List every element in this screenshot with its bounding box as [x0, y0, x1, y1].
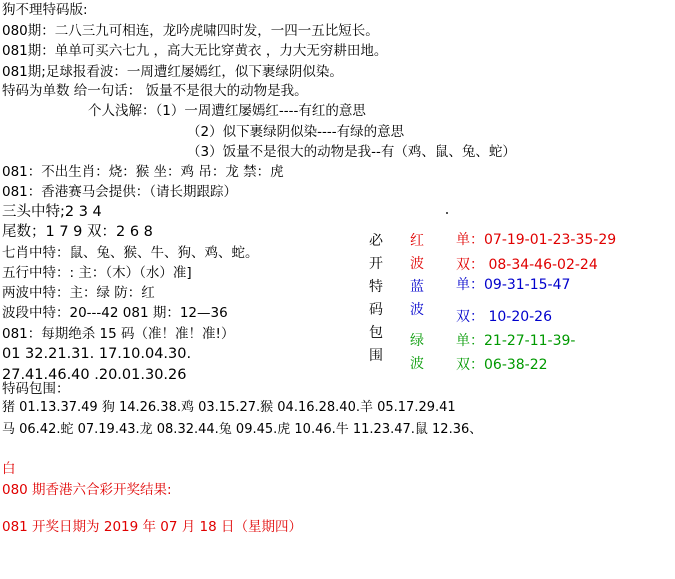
bagua-char-4: 码	[369, 302, 383, 318]
prediction-line-9: 081：每期绝杀 15 码（准！准！准!）	[2, 326, 235, 342]
result-081: 081 开奖日期为 2019 年 07 月 18 日（星期四）	[2, 519, 303, 535]
riddle-line-2: 个人浅解：（1）一周遭红屡嫣红----有红的意思	[88, 103, 366, 119]
zodiac-title: 特码包围：	[2, 381, 70, 397]
green-dan-numbers: 单：21-27-11-39-	[456, 333, 576, 349]
bagua-char-6: 围	[369, 348, 383, 364]
riddle-line-1: 特码为单数 给一句话： 饭量不是很大的动物是我。	[2, 83, 308, 99]
prediction-line-8: 波段中特：20---42 081 期：12—36	[2, 305, 228, 321]
red-dan-numbers: 单：07-19-01-23-35-29	[456, 232, 617, 248]
wave-char: 波	[410, 302, 424, 318]
blue-char: 蓝	[410, 279, 424, 295]
prediction-line-5: 七肖中特：鼠、兔、猴、牛、狗、鸡、蛇。	[2, 245, 259, 261]
bagua-char-1: 必	[369, 233, 383, 249]
bagua-char-5: 包	[369, 325, 383, 341]
green-wave-label	[410, 330, 424, 376]
blue-shuang-numbers: 双： 10-20-26	[456, 309, 552, 325]
bagua-char-2: 开	[369, 256, 383, 272]
wave-char: 波	[410, 356, 424, 372]
bagua-vertical	[369, 230, 383, 368]
prediction-line-3: 三头中特;2 3 4	[2, 204, 102, 220]
riddle-line-3: （2）似下裹绿阴似染----有绿的意思	[187, 124, 405, 140]
result-080: 080 期香港六合彩开奖结果:	[2, 482, 172, 498]
dot	[446, 212, 448, 214]
green-char: 绿	[410, 333, 424, 349]
prediction-line-7: 两波中特：主：绿 防：红	[2, 285, 155, 301]
prediction-line-11: 27.41.46.40 .20.01.30.26	[2, 367, 187, 383]
red-shuang-numbers: 双： 08-34-46-02-24	[456, 257, 598, 273]
line-081-b: 081期;足球报看波：一周遭红屡嫣红，似下裹绿阴似染。	[2, 64, 343, 80]
green-shuang-numbers: 双：06-38-22	[456, 357, 548, 373]
blue-dan-numbers: 单：09-31-15-47	[456, 277, 571, 293]
red-wave-label	[410, 230, 424, 276]
prediction-line-1: 081：不出生肖：烧：猴 坐：鸡 吊：龙 禁：虎	[2, 164, 284, 180]
line-080: 080期：二八三九可相连，龙吟虎啸四时发，一四一五比短长。	[2, 23, 379, 39]
prediction-line-4: 尾数；1 7 9 双：2 6 8	[2, 224, 153, 240]
result-bai: 白	[2, 461, 16, 477]
line-081-a: 081期：单单可买六七九 ，高大无比穿黄衣 ，力大无穷耕田地。	[2, 43, 388, 59]
blue-wave-label	[410, 276, 424, 322]
bagua-char-3: 特	[369, 279, 383, 295]
wave-char: 波	[410, 256, 424, 272]
prediction-line-2: 081：香港赛马会提供：（请长期跟踪）	[2, 184, 238, 200]
zodiac-line-2: 马 06.42.蛇 07.19.43.龙 08.32.44.兔 09.45.虎 10.46.牛 11.23.47.鼠 12.36、	[2, 422, 483, 437]
header-title: 狗不理特码版:	[2, 2, 88, 18]
zodiac-line-1: 猪 01.13.37.49 狗 14.26.38.鸡 03.15.27.猴 04.16.28.40.羊 05.17.29.41	[2, 400, 456, 415]
riddle-line-4: （3）饭量不是很大的动物是我--有（鸡、鼠、兔、蛇）	[187, 144, 516, 160]
red-char: 红	[410, 233, 424, 249]
prediction-line-6: 五行中特：: 主：（木）（水）准]	[2, 265, 192, 281]
prediction-line-10: 01 32.21.31. 17.10.04.30.	[2, 346, 192, 362]
